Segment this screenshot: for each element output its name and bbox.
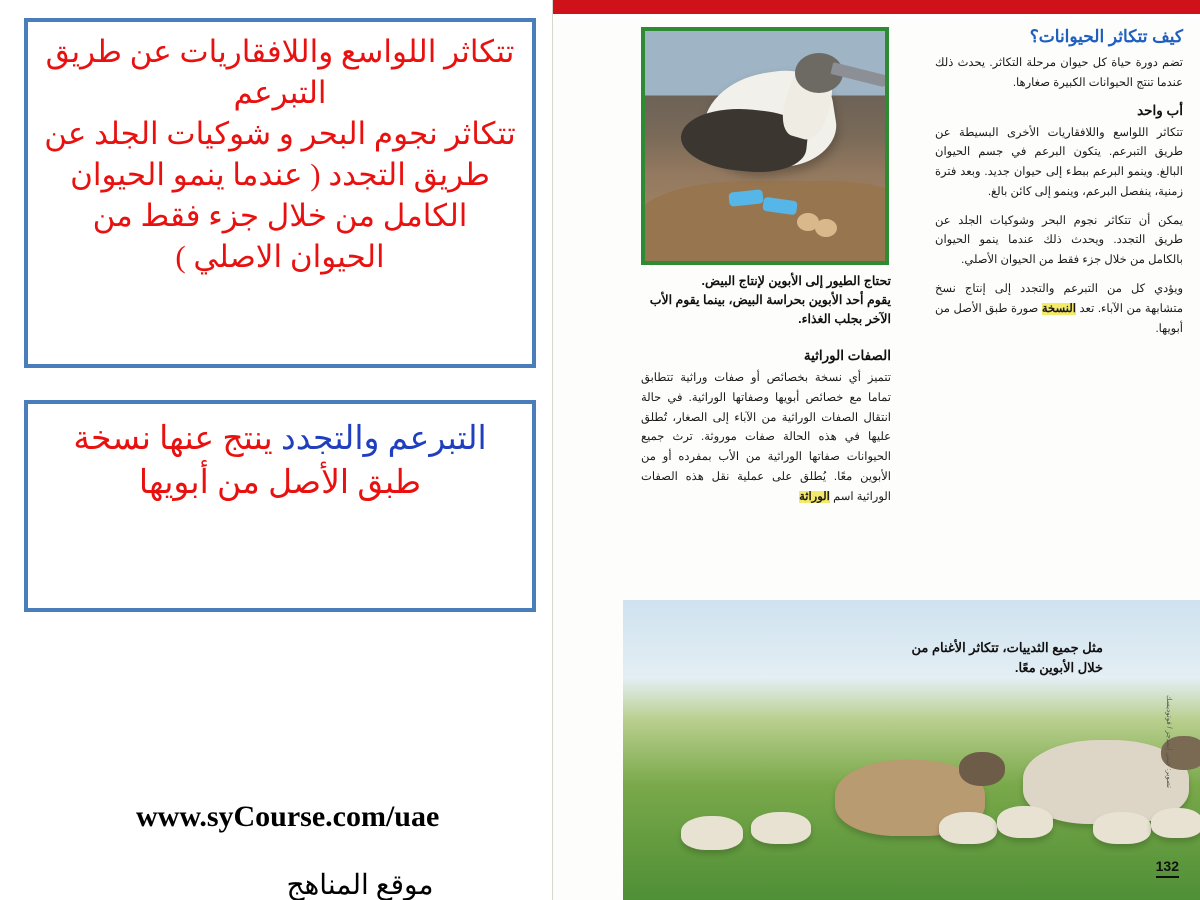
watermark-url: www.syCourse.com/uae [136, 800, 440, 833]
bird-photo-caption [641, 272, 891, 328]
lamb-one [681, 816, 743, 850]
lamb-four [997, 806, 1053, 838]
callout-2-red-text: ينتج عنها نسخة طبق الأصل من أبويها [73, 421, 422, 501]
heredity-column [641, 340, 891, 516]
slide-left-pane [0, 0, 552, 900]
callout-box-reproduction [24, 18, 536, 368]
article-paragraph-regeneration: يمكن أن تتكاثر نجوم البحر وشوكيات الجلد عن طريق التجدد. ويحدث ذلك عندما ينمو الحيوان بالكامل من خلال جزء فقط من الحيوان الأصلي. [935, 214, 1183, 267]
page-number: 132 [1156, 858, 1179, 878]
page-top-white-gap [553, 14, 1200, 19]
clone-highlight-term: النسخة [1041, 302, 1076, 315]
sheep-adult-one-head [959, 752, 1005, 786]
lamb-two [751, 812, 811, 844]
callout-2-text [44, 418, 516, 505]
heredity-highlight-term: الوراثة [799, 490, 830, 503]
heredity-text: تتميز أي نسخة بخصائص أو صفات وراثية تتطابق تماما مع خصائص أبويها وصفاتها الوراثية. في حالة انتقال الصفات الوراثية من الآباء إلى الصغار، تُطلق عليها في هذه الحالة صفات موروثة. ترث جميع الحيوانات صفاتها الوراثية من الأب بمفرده أو من الأبوين معًا. يُطلق على عملية نقل هذه الصفات الوراثية اسم [641, 372, 891, 503]
heredity-subhead: الصفات الوراثية [803, 348, 891, 363]
callout-2-blue-text: التبرعم والتجدد [272, 421, 487, 457]
egg-two [815, 219, 837, 237]
bird-caption-line-2: يقوم أحد الأبوين بحراسة البيض، بينما يقوم الأب الآخر بجلب الغذاء. [649, 292, 891, 326]
article-subhead-one-parent: أب واحد [1137, 102, 1183, 118]
lamb-five [1093, 812, 1151, 844]
heredity-paragraph [641, 369, 891, 507]
bird-caption-line-1: تحتاج الطيور إلى الأبوين لإنتاج البيض. [701, 274, 891, 288]
article-title: كيف تتكاثر الحيوانات؟ [1029, 27, 1183, 46]
bird-beak-shape [830, 62, 889, 88]
sheep-photo-caption: مثل جميع الثدييات، تتكاثر الأغنام من خلال الأبوين معًا. [911, 640, 1103, 676]
watermark-arabic: موقع المناهج [286, 870, 434, 900]
booby-bird-photo [641, 27, 889, 265]
clone-text-pre: ويؤدي كل من التبرعم والتجدد إلى إنتاج نسخ متشابهة من الآباء. تعد [935, 282, 1183, 315]
lamb-three [939, 812, 997, 844]
callout-1-line-1: تتكاثر اللواسع واللافقاريات عن طريق التبرعم [45, 34, 515, 110]
article-intro: تضم دورة حياة كل حيوان مرحلة التكاثر. يحدث ذلك عندما تنتج الحيوانات الكبيرة صغارها. [935, 57, 1183, 89]
clone-text-post: صورة طبق الأصل من أبويها. [935, 302, 1183, 335]
callout-box-clone [24, 400, 536, 612]
article-column [935, 26, 1183, 348]
article-paragraph-budding: تتكاثر اللواسع واللافقاريات الأخرى البسيطة عن طريق التبرعم. يتكون البرعم في جسم الحيوان البالغ. وينمو البرعم ببطء إلى حيوان جديد. وبعد فترة زمنية، ينفصل البرعم، وينمو إلى كائن بالغ. [935, 126, 1183, 198]
article-paragraph-clone [935, 280, 1183, 339]
photo-ground [641, 181, 889, 265]
page-top-red-bar [553, 0, 1200, 14]
scanned-book-page [552, 0, 1200, 900]
callout-1-line-2: تتكاثر نجوم البحر و شوكيات الجلد عن طريق التجدد ( عندما ينمو الحيوان الكامل من خلال جزء فقط من الحيوان الاصلي ) [44, 115, 516, 274]
photo-credit-sidebar: تصوير: جيتي إيمدجز / فوتوديسك [1165, 694, 1172, 788]
lamb-six [1151, 808, 1200, 838]
